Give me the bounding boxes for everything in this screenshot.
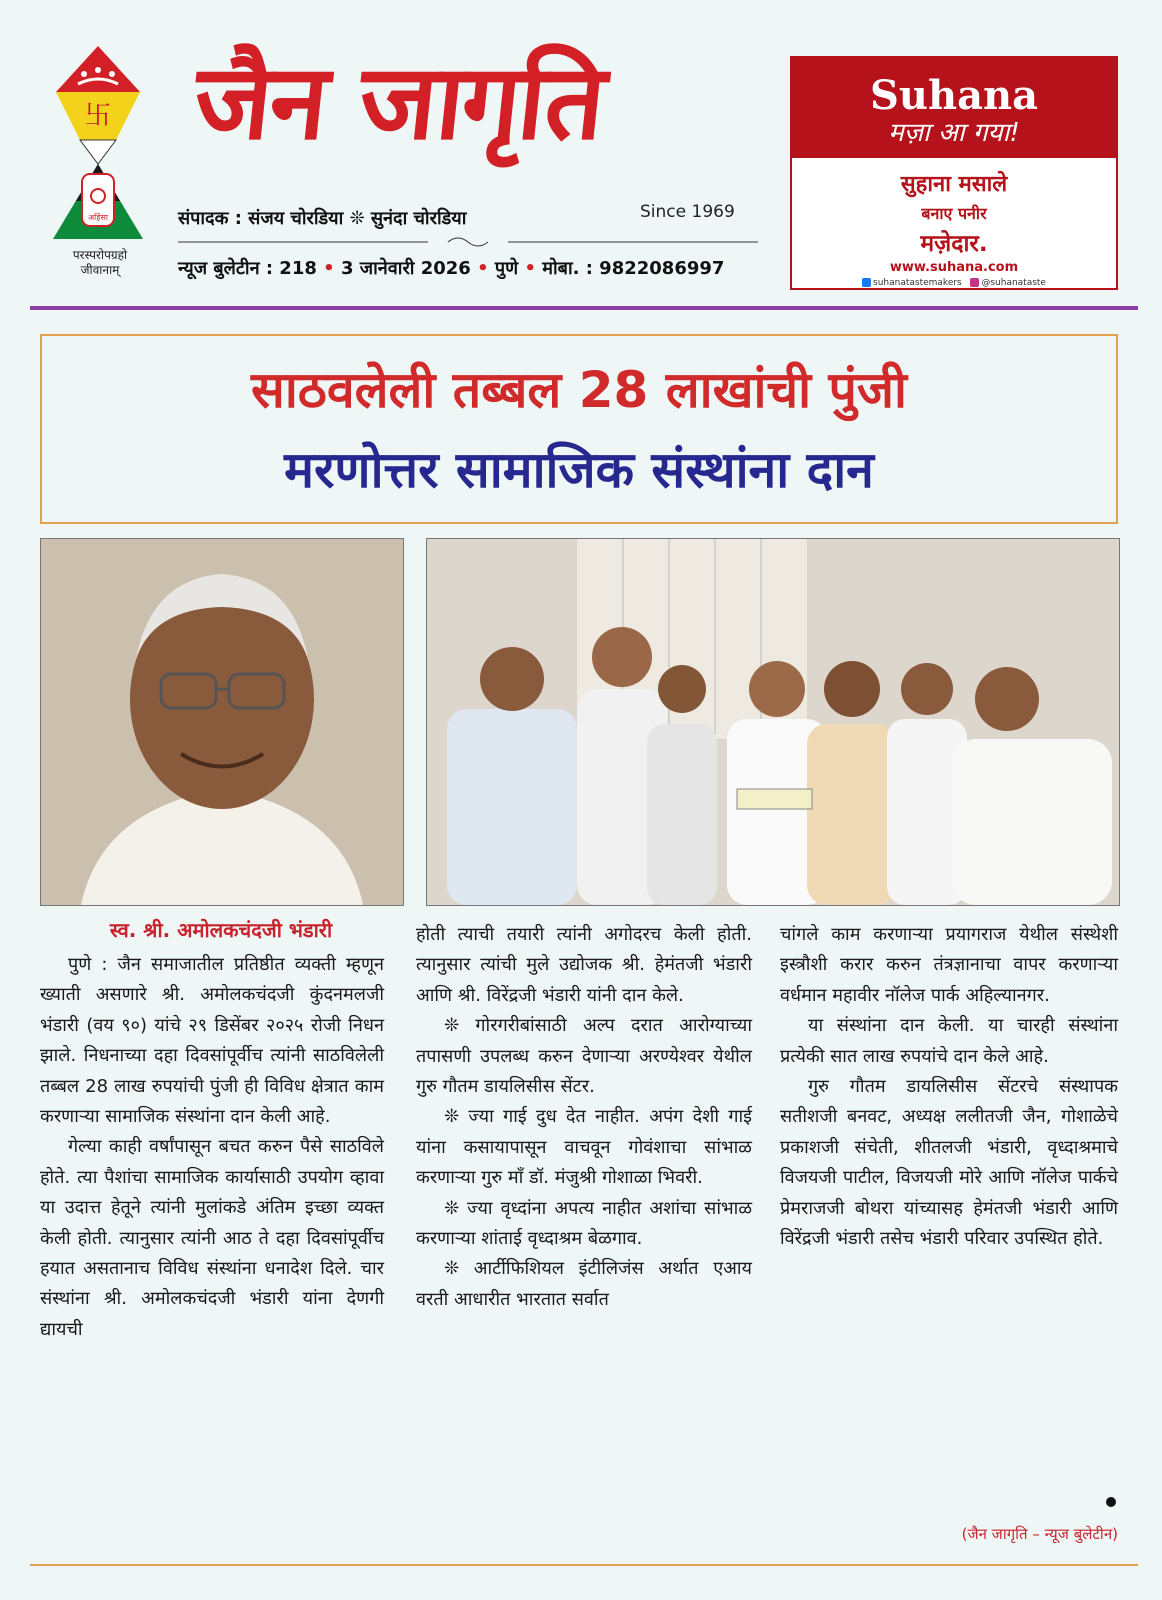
headline-line-1: साठवलेली तब्बल 28 लाखांची पुंजी	[251, 361, 907, 419]
paragraph: गुरु गौतम डायलिसीस सेंटरचे संस्थापक सतीशजी बनवट, अध्यक्ष ललीतजी जैन, गोशाळेचे प्रकाशजी संचेती, शीतलजी भंडारी, वृध्दाश्रमाचे विजयजी पाटील, विजयजी मोरे आणि नॉलेज पार्कचे प्रेमराजजी बोथरा यांच्यासह हेमंतजी भंडारी आणि विरेंद्रजी भंडारी तसेच भंडारी परिवार उपस्थित होते.	[780, 1076, 1118, 1250]
emblem-caption: परस्परोपग्रहो जीवानाम्	[72, 248, 128, 277]
portrait-photo	[40, 538, 404, 906]
separator-dot: •	[323, 258, 335, 279]
since-label: Since 1969	[640, 202, 735, 222]
jain-emblem-icon	[48, 44, 148, 244]
ornamental-rule	[178, 236, 758, 248]
facebook-icon	[862, 278, 871, 287]
paragraph: पुणे : जैन समाजातील प्रतिष्ठीत व्यक्ती म्हणून ख्याती असणारे श्री. अमोलकचंदजी कुंदनमलजी भंडारी (वय ९०) यांचे २९ डिसेंबर २०२५ रोजी निधन झाले. निधनाच्या दहा दिवसांपूर्वीच त्यांनी साठविलेली तब्बल 28 लाख रुपयांची पुंजी ही विविध क्षेत्रात काम करणाऱ्या सामाजिक संस्थांना दान केली आहे.	[40, 954, 384, 1128]
masthead-title: जैन जागृति	[188, 40, 610, 163]
article-column-1	[40, 950, 384, 1345]
ad-brand: Suhana	[870, 72, 1038, 119]
ad-line-3: मज़ेदार.	[920, 231, 988, 257]
svg-text:卐: 卐	[84, 101, 112, 131]
group-photo	[426, 538, 1120, 906]
footer-divider	[30, 1564, 1138, 1566]
bullet-paragraph: ❊ ज्या वृध्दांना अपत्य नाहीत अशांचा सांभाळ करणाऱ्या शांताई वृध्दाश्रम बेळगाव.	[416, 1197, 752, 1250]
ad-url[interactable]: www.suhana.com	[889, 260, 1019, 275]
group-illustration	[427, 539, 1119, 905]
editors-line: संपादक : संजय चोरडिया ❊ सुनंदा चोरडिया	[178, 208, 467, 229]
instagram-icon	[970, 278, 979, 287]
article-credit: (जैन जागृति – न्यूज बुलेटीन)	[961, 1525, 1118, 1543]
article-column-3	[780, 920, 1118, 1254]
paragraph: चांगले काम करणाऱ्या प्रयागराज येथील संस्थेशी इस्त्रौशी करार करुन तंत्रज्ञानाचा वापर करणाऱ्या वर्धमान महावीर नॉलेज पार्क अहिल्यानगर.	[780, 924, 1118, 1006]
ad-line-1: सुहाना मसाले	[900, 172, 1008, 197]
bullet-paragraph: ❊ ज्या गाई दुध देत नाहीत. अपंग देशी गाई यांना कसायापासून वाचवून गोवंशाचा सांभाळ करणाऱ्या गुरु माँ डॉ. मंजुश्री गोशाळा भिवरी.	[416, 1106, 752, 1189]
ad-tagline: मज़ा आ गया!	[888, 118, 1020, 148]
ad-header	[792, 58, 1116, 158]
headline-line-2: मरणोत्तर सामाजिक संस्थांना दान	[284, 441, 874, 499]
paragraph: गेल्या काही वर्षांपासून बचत करुन पैसे साठविले होते. त्या पैशांचा सामाजिक कार्यासाठी उपयोग व्हावा या उदात्त हेतूने त्यांनी मुलांकडे अंतिम इच्छा व्यक्त केली होती. त्यानुसार त्यांनी आठ ते दहा दिवसांपूर्वीच हयात असतानाच विविध संस्थांना धनादेश दिले. चार संस्थांना श्री. अमोलकचंदजी भंडारी यांना देणगी द्यायची	[40, 1136, 384, 1340]
paragraph: होती त्याची तयारी त्यांनी अगोदरच केली होती. त्यानुसार त्यांची मुले उद्योजक श्री. हेमंतजी भंडारी आणि श्री. विरेंद्रजी भंडारी यांनी दान केले.	[416, 924, 752, 1006]
headline-box	[40, 334, 1118, 524]
header-divider	[30, 306, 1138, 310]
ad-social: suhanatastemakers @suhanataste	[792, 278, 1116, 288]
portrait-caption: स्व. श्री. अमोलकचंदजी भंडारी	[109, 918, 333, 942]
suhana-ad[interactable]	[790, 56, 1118, 290]
portrait-illustration	[41, 539, 403, 905]
emblem-word: अहिंसा	[88, 213, 108, 222]
bulletin-line: न्यूज बुलेटीन : 218 • 3 जानेवारी 2026 • पुणे • मोबा. : 9822086997	[178, 258, 725, 279]
end-mark	[1106, 1497, 1116, 1507]
paragraph: या संस्थांना दान केली. या चारही संस्थांना प्रत्येकी सात लाख रुपयांचे दान केले आहे.	[780, 1015, 1118, 1067]
ad-line-2: बनाए पनीर	[921, 204, 987, 223]
article-column-2	[416, 920, 752, 1315]
bullet-paragraph: ❊ आर्टीफिशियल इंटीलिजंस अर्थात एआय वरती आधारीत भारतात सर्वात	[416, 1258, 752, 1310]
bullet-paragraph: ❊ गोरगरीबांसाठी अल्प दरात आरोग्याच्या तपासणी उपलब्ध करुन देणाऱ्या अरण्येश्वर येथील गुरु गौतम डायलिसीस सेंटर.	[416, 1015, 752, 1098]
